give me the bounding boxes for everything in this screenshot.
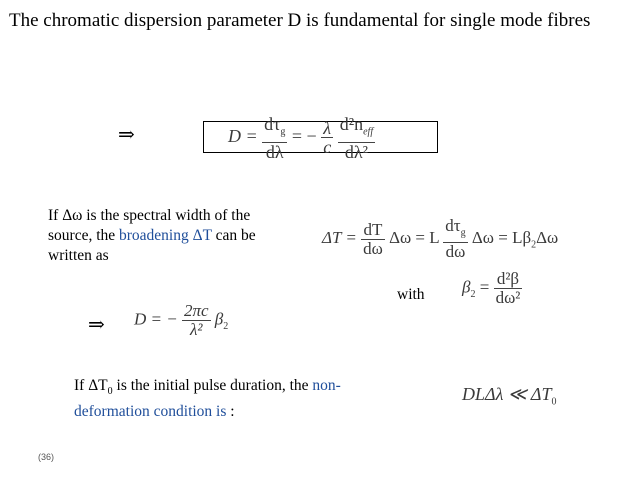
eq4-tail-sub: 2 (223, 320, 229, 332)
eq3-lhs: β (462, 277, 471, 297)
para2-text-middle: is the initial pulse duration, the (112, 377, 313, 394)
eq2-mid2-sub: 2 (531, 239, 537, 251)
eq2-frac1-den: dω (363, 238, 383, 258)
implies-arrow-2: ⇒ (88, 314, 105, 336)
eq5-text: DLΔλ ≪ ΔT (462, 384, 552, 404)
eq1-minus: = − (291, 125, 317, 146)
eq3-equals: = (479, 277, 490, 297)
eq2-mid2: Δω = Lβ (471, 228, 532, 248)
slide-number: (36) (38, 452, 55, 462)
eq4-lhs: D = − (134, 309, 178, 329)
eq2-frac2-num: dτ (445, 216, 461, 235)
eq1-frac1-den: dλ (265, 141, 284, 162)
eq2-frac-dtau (443, 217, 467, 261)
eq1-frac1-num-sub: g (280, 126, 286, 138)
implies-arrow-1: ⇒ (118, 124, 135, 146)
eq3-frac-den: dω² (495, 288, 521, 307)
eq1-frac-dtau (262, 115, 287, 161)
para2-text-before: If ΔT (74, 377, 108, 394)
eq1-frac-neff (338, 115, 375, 161)
eq2-frac2-den: dω (445, 242, 466, 262)
eq1-frac3-num-sub: eff (363, 126, 374, 138)
eq4-tail: β (214, 309, 224, 329)
para2-sub: 0 (107, 386, 113, 398)
para2-highlight: non-deformation condition is (74, 377, 341, 421)
eq1-frac3-den: dλ² (344, 141, 368, 162)
broadening-equation (322, 217, 558, 261)
eq1-frac2-den: c (323, 137, 332, 158)
beta2-equation (462, 270, 522, 307)
eq5-sub: 0 (551, 396, 557, 408)
non-deformation-condition (462, 384, 556, 408)
eq3-frac-num: d²β (494, 270, 523, 289)
dispersion-beta2-equation (134, 302, 228, 339)
para1-text-after: can be written as (48, 227, 256, 264)
para1-text-before: If Δω is the spectral width of the source, the (48, 207, 251, 244)
para1-highlight: broadening ΔT (119, 227, 212, 244)
dispersion-equation (228, 115, 375, 161)
eq2-frac1-num: dT (361, 221, 385, 240)
eq3-lhs-sub: 2 (470, 288, 476, 300)
eq1-lhs: D = (228, 125, 258, 146)
eq1-frac1-num: dτ (264, 114, 281, 134)
eq3-frac (494, 270, 523, 307)
eq1-frac2-num: λ (321, 119, 333, 138)
eq2-frac2-num-sub: g (460, 227, 466, 239)
paragraph-spectral-width (48, 206, 298, 266)
eq4-frac (182, 302, 211, 339)
slide-title: The chromatic dispersion parameter D is fundamental for single mode fibres (9, 10, 591, 31)
eq2-lhs: ΔT = (322, 228, 357, 248)
eq4-frac-den: λ² (190, 320, 203, 339)
paragraph-non-deformation (74, 376, 404, 422)
eq2-tail: Δω (536, 228, 559, 248)
eq1-frac3-num: d²n (339, 114, 364, 134)
eq2-mid1: Δω = L (389, 228, 440, 248)
para2-text-after: : (226, 403, 235, 421)
eq4-frac-num: 2πc (183, 301, 209, 320)
eq2-frac-dT (361, 221, 385, 258)
with-label: with (397, 286, 425, 303)
eq1-frac-lambda-c (321, 119, 333, 156)
